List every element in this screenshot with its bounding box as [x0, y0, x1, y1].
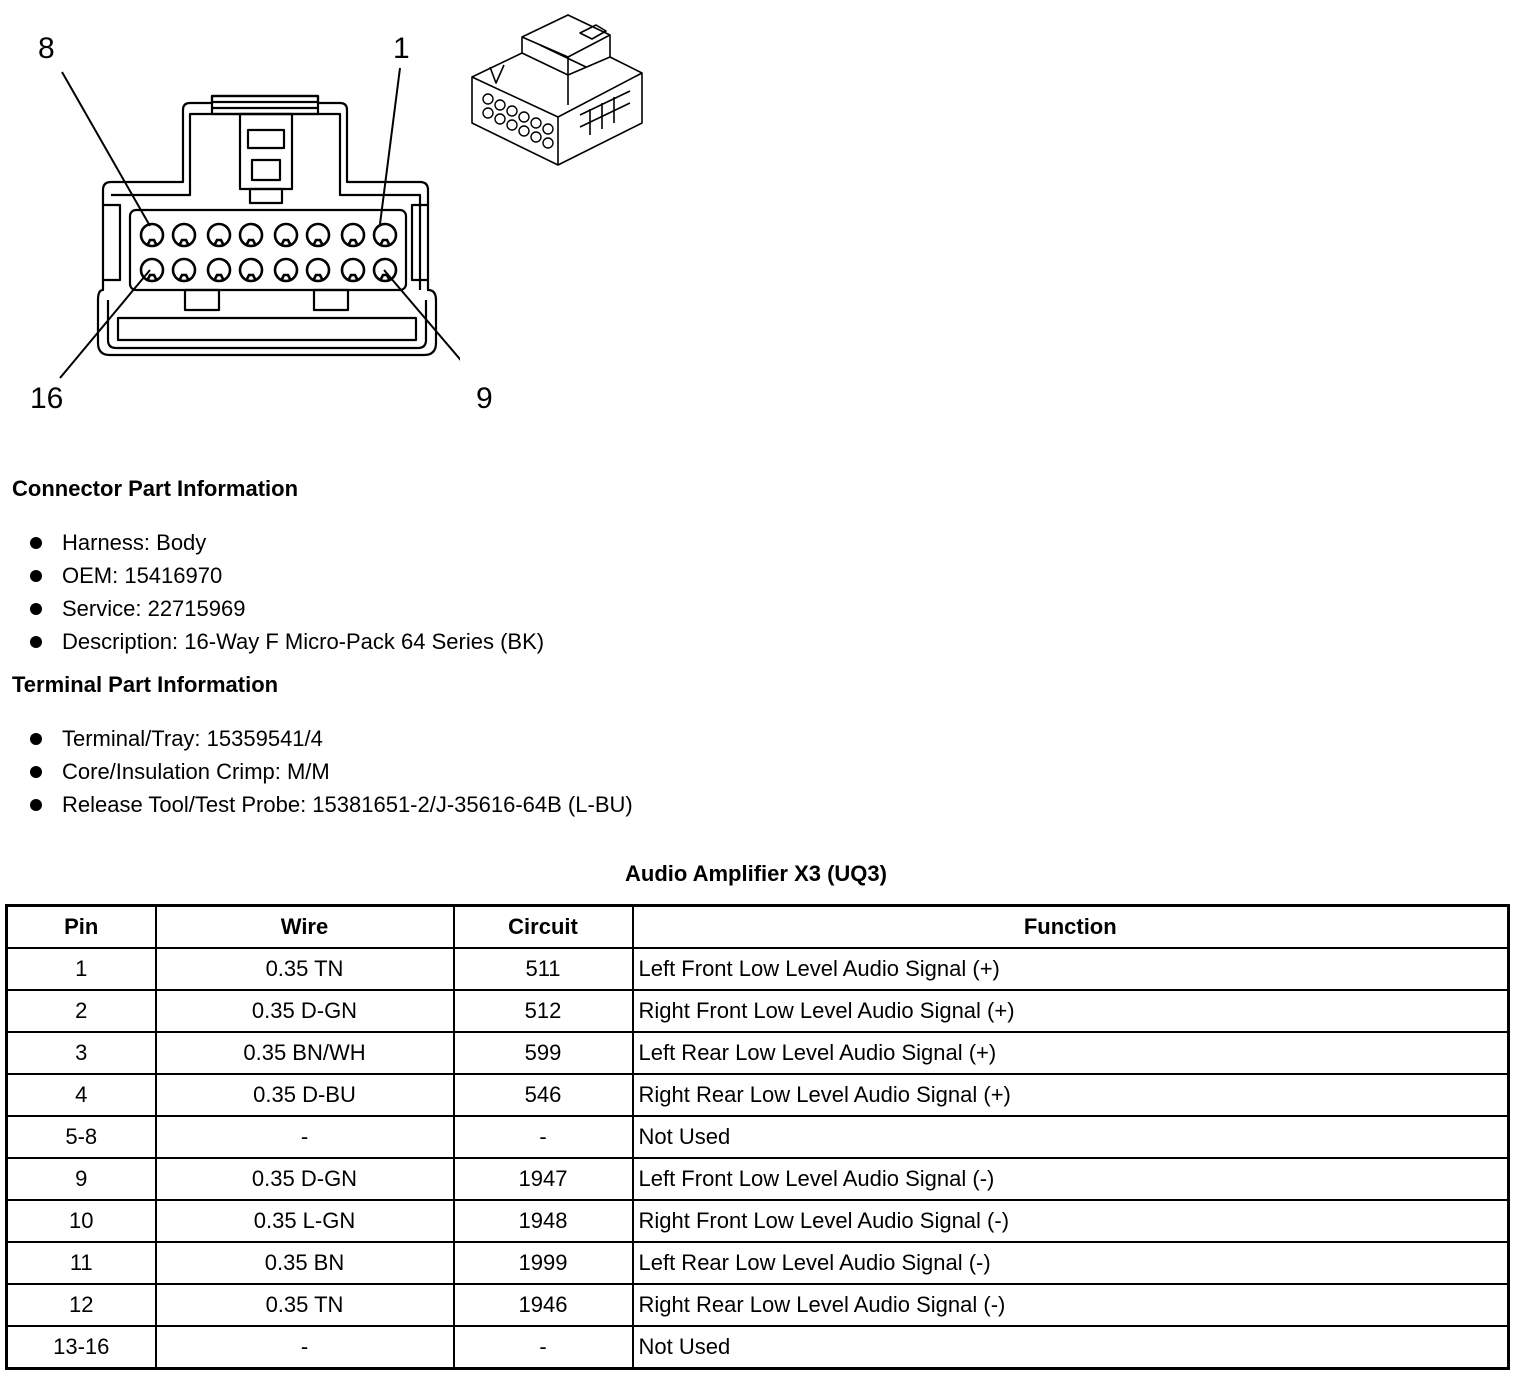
terminal-cavity — [141, 224, 163, 246]
connector-face-diagram — [0, 0, 460, 420]
terminal-info-list — [28, 722, 633, 821]
circuit-cell: 1999 — [454, 1242, 633, 1284]
wire-cell: 0.35 BN — [156, 1242, 454, 1284]
terminal-cavity — [307, 224, 329, 246]
circuit-cell: 546 — [454, 1074, 633, 1116]
wire-cell: - — [156, 1116, 454, 1158]
terminal-cavity — [208, 224, 230, 246]
table-row — [7, 1116, 1509, 1158]
function-cell: Not Used — [633, 1116, 1509, 1158]
list-item: Release Tool/Test Probe: 15381651-2/J-35616-64B (L-BU) — [28, 788, 633, 821]
pin-cell: 1 — [7, 948, 156, 990]
function-cell: Right Front Low Level Audio Signal (+) — [633, 990, 1509, 1032]
table-row — [7, 1158, 1509, 1200]
function-cell: Left Front Low Level Audio Signal (-) — [633, 1158, 1509, 1200]
circuit-cell: - — [454, 1116, 633, 1158]
table-row — [7, 1032, 1509, 1074]
terminal-cavity — [307, 259, 329, 281]
wire-cell: 0.35 L-GN — [156, 1200, 454, 1242]
terminal-cavity — [374, 224, 396, 246]
wire-cell: 0.35 TN — [156, 1284, 454, 1326]
bullet-icon — [30, 570, 42, 582]
function-cell: Left Front Low Level Audio Signal (+) — [633, 948, 1509, 990]
pin-cell: 9 — [7, 1158, 156, 1200]
circuit-cell: 511 — [454, 948, 633, 990]
circuit-cell: 1947 — [454, 1158, 633, 1200]
table-row — [7, 1200, 1509, 1242]
bullet-icon — [30, 799, 42, 811]
bullet-icon — [30, 603, 42, 615]
circuit-cell: 1946 — [454, 1284, 633, 1326]
pin-cell: 12 — [7, 1284, 156, 1326]
table-row — [7, 990, 1509, 1032]
function-cell: Left Rear Low Level Audio Signal (-) — [633, 1242, 1509, 1284]
wire-cell: 0.35 BN/WH — [156, 1032, 454, 1074]
terminal-cavity — [342, 259, 364, 281]
list-item: Service: 22715969 — [28, 592, 544, 625]
leader-line-pin-16 — [60, 270, 150, 378]
column-header-wire: Wire — [156, 906, 454, 949]
connector-info-heading: Connector Part Information — [12, 476, 299, 501]
function-cell: Right Rear Low Level Audio Signal (-) — [633, 1284, 1509, 1326]
table-title: Audio Amplifier X3 (UQ3) — [625, 861, 887, 886]
pin-cell: 4 — [7, 1074, 156, 1116]
table-row — [7, 948, 1509, 990]
pin-cell: 11 — [7, 1242, 156, 1284]
terminal-cavity — [208, 259, 230, 281]
wire-cell: 0.35 TN — [156, 948, 454, 990]
terminal-cavity — [173, 259, 195, 281]
bullet-icon — [30, 537, 42, 549]
list-item: Terminal/Tray: 15359541/4 — [28, 722, 633, 755]
list-item: Core/Insulation Crimp: M/M — [28, 755, 633, 788]
bullet-icon — [30, 733, 42, 745]
terminal-cavities — [141, 224, 396, 281]
leader-line-pin-9 — [384, 270, 460, 378]
table-row — [7, 1074, 1509, 1116]
terminal-info-heading: Terminal Part Information — [12, 672, 279, 697]
function-cell: Right Front Low Level Audio Signal (-) — [633, 1200, 1509, 1242]
wire-cell: 0.35 D-GN — [156, 1158, 454, 1200]
function-cell: Right Rear Low Level Audio Signal (+) — [633, 1074, 1509, 1116]
wire-cell: 0.35 D-BU — [156, 1074, 454, 1116]
terminal-cavity — [275, 224, 297, 246]
function-cell: Not Used — [633, 1326, 1509, 1369]
connector-info-list — [28, 526, 544, 658]
pin-cell: 13-16 — [7, 1326, 156, 1369]
circuit-cell: - — [454, 1326, 633, 1369]
wire-cell: 0.35 D-GN — [156, 990, 454, 1032]
pin-label-9: 9 — [476, 382, 493, 415]
column-header-function: Function — [633, 906, 1509, 949]
terminal-cavity — [240, 259, 262, 281]
table-row — [7, 1326, 1509, 1369]
table-header-row — [7, 906, 1509, 949]
leader-line-pin-1 — [380, 68, 400, 224]
terminal-cavity — [240, 224, 262, 246]
function-cell: Left Rear Low Level Audio Signal (+) — [633, 1032, 1509, 1074]
table-row — [7, 1284, 1509, 1326]
bullet-icon — [30, 766, 42, 778]
column-header-circuit: Circuit — [454, 906, 633, 949]
circuit-cell: 512 — [454, 990, 633, 1032]
wire-cell: - — [156, 1326, 454, 1369]
pin-label-16: 16 — [30, 382, 64, 415]
terminal-cavity — [173, 224, 195, 246]
pin-cell: 5-8 — [7, 1116, 156, 1158]
bullet-icon — [30, 636, 42, 648]
pin-cell: 3 — [7, 1032, 156, 1074]
leader-line-pin-8 — [62, 72, 150, 226]
list-item: Harness: Body — [28, 526, 544, 559]
pin-label-8: 8 — [38, 32, 55, 65]
circuit-cell: 1948 — [454, 1200, 633, 1242]
list-item: OEM: 15416970 — [28, 559, 544, 592]
connector-isometric-illustration — [460, 5, 660, 185]
table-row — [7, 1242, 1509, 1284]
terminal-cavity — [275, 259, 297, 281]
pin-label-1: 1 — [393, 32, 410, 65]
pin-cell: 10 — [7, 1200, 156, 1242]
pinout-table — [5, 904, 1510, 1370]
list-item: Description: 16-Way F Micro-Pack 64 Series (BK) — [28, 625, 544, 658]
terminal-cavity — [342, 224, 364, 246]
pin-cell: 2 — [7, 990, 156, 1032]
column-header-pin: Pin — [7, 906, 156, 949]
circuit-cell: 599 — [454, 1032, 633, 1074]
